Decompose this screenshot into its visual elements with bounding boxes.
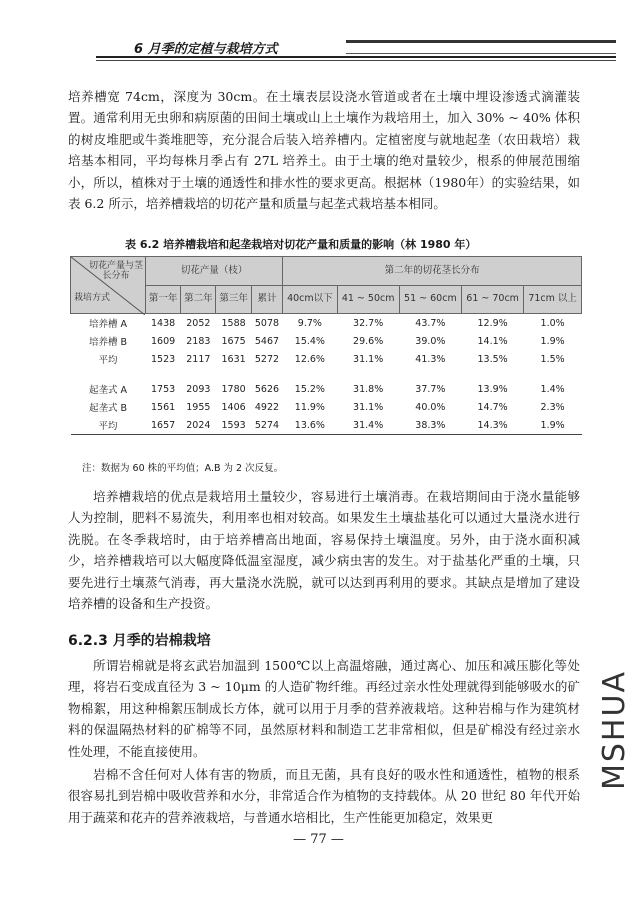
table-cell: 1.9% [540,335,565,347]
col-header: 51 ~ 60cm [399,285,461,314]
chapter-title: 6 月季的定植与栽培方式 [134,42,278,57]
table-corner-header [71,257,146,314]
table-cell: 29.6% [353,335,384,347]
row-label: 平均 [98,355,118,366]
col-header: 第三年 [216,285,251,314]
col-header: 40cm以下 [283,285,337,314]
paragraph-4: 岩棉不含任何对人体有害的物质，而且无菌，具有良好的吸水性和通透性，植物的根系很容易扎到岩棉中吸收营养和水分，非常适合作为植物的支持载体。从 20 世纪 80 年代开始用于蔬菜和花卉的营养液栽培，与普通水培相比，生产性能更加稳定，效果更 [68,767,580,825]
table-cell: 1753 [151,383,176,395]
table-cell: 1438 [151,317,176,329]
table-cell: 1.0% [540,317,565,329]
table-cell: 13.5% [477,353,508,365]
table-cell: 1588 [221,317,246,329]
table-row [71,332,582,350]
table-cell: 5272 [254,353,280,365]
col-header: 累计 [251,285,283,314]
table-cell: 5626 [254,383,280,395]
table-cell: 1.9% [540,419,565,431]
header-rule-thin [96,60,616,61]
table-cell: 37.7% [415,383,446,395]
table-cell: 14.3% [477,419,508,431]
table-cell: 5078 [254,317,280,329]
table-cell: 1.4% [540,383,565,395]
table-cell: 2117 [186,353,211,365]
col-header: 第一年 [146,285,181,314]
table-row [71,416,582,435]
table-cell: 32.7% [353,317,384,329]
table-row [71,380,582,398]
page-number: — 77 — [293,832,344,847]
table-cell: 1780 [221,383,246,395]
table-cell: 31.8% [353,383,384,395]
table-cell: 13.6% [294,419,325,431]
table-cell: 13.9% [477,383,508,395]
table-cell: 9.7% [297,317,322,329]
table-row [71,350,582,368]
table-cell: 40.0% [415,401,446,413]
corner-label-bottom: 栽培方式 [74,293,111,303]
table-row [71,314,582,333]
table-cell: 1523 [151,353,176,365]
table-cell: 31.4% [353,419,384,431]
col-header: 第二年 [181,285,216,314]
table-bottom-rule [71,435,582,440]
table-cell: 31.1% [353,353,384,365]
data-table [70,256,582,439]
row-label: 培养槽 B [88,337,128,348]
table-cell: 5274 [254,419,280,431]
section-heading: 6.2.3 月季的岩棉栽培 [68,633,211,649]
col-header: 61 ~ 70cm [462,285,524,314]
table-cell: 38.3% [415,419,446,431]
table-cell: 31.1% [353,401,384,413]
distribution-group-header: 第二年的切花茎长分布 [283,257,582,286]
table-cell: 2093 [186,383,211,395]
paragraph-3: 所谓岩棉就是将玄武岩加温到 1500℃以上高温熔融，通过离心、加压和减压膨化等处理，将岩石变成直径为 3 ~ 10μm 的人造矿物纤维。再经过亲水性处理就得到能够吸水的矿物棉絮，用这种棉絮压制成长方体，就可以用于月季的营养液栽培。这种岩棉与作为建筑材料的保温隔热材料的矿棉等不同，虽然原材料和制造工艺非常相似，但是矿棉没有经过亲水性处理，不能直接使用。 [68,658,580,759]
table-cell: 5467 [254,335,280,347]
table-cell: 15.4% [294,335,325,347]
running-header [96,34,616,60]
table-cell: 2.3% [540,401,565,413]
row-label: 起垄式 B [88,403,128,414]
table-cell: 1406 [221,401,246,413]
table-caption: 表 6.2 培养槽栽培和起垄栽培对切花产量和质量的影响（林 1980 年） [125,238,477,251]
header-decoration [346,40,616,54]
table-cell: 11.9% [294,401,325,413]
table-cell: 1561 [151,401,176,413]
table-cell: 12.6% [294,353,325,365]
header-rule [96,56,616,58]
table-cell: 15.2% [294,383,325,395]
table-cell: 1.5% [540,353,565,365]
table-cell: 2024 [186,419,211,431]
table-cell: 1675 [221,335,246,347]
watermark: MSHUA [597,670,632,790]
table-cell: 4922 [254,401,280,413]
table-row [71,398,582,416]
table-cell: 2183 [186,335,211,347]
table-cell: 1631 [221,353,246,365]
col-header: 71cm 以上 [524,285,582,314]
row-label: 平均 [98,421,118,432]
row-label: 培养槽 A [88,319,128,330]
col-header: 41 ~ 50cm [337,285,399,314]
table-cell: 1609 [151,335,176,347]
paragraph-2: 培养槽栽培的优点是栽培用土量较少，容易进行土壤消毒。在栽培期间由于浇水量能够人为控制，肥料不易流失，利用率也相对较高。如果发生土壤盐基化可以通过大量浇水进行洗脱。在冬季栽培时，由于培养槽高出地面，容易保持土壤温度。另外，由于浇水面积减少，培养槽栽培可以大幅度降低温室湿度，减少病虫害的发生。对于盐基化严重的土壤，只要先进行土壤蒸气消毒，再大量浇水洗脱，就可以达到再利用的要求。其缺点是增加了建设培养槽的设备和生产投资。 [68,489,580,612]
table-cell: 2052 [186,317,211,329]
row-label: 起垄式 A [88,385,128,396]
table-cell: 1955 [186,401,211,413]
table-cell: 14.7% [477,401,508,413]
row-spacer [71,368,582,380]
table-cell: 14.1% [477,335,508,347]
table-cell: 43.7% [415,317,446,329]
table-cell: 39.0% [415,335,446,347]
table-cell: 1657 [151,419,176,431]
corner-label-top: 切花产量与茎长分布 [88,261,143,281]
table-cell: 41.3% [415,353,446,365]
yield-group-header: 切花产量（枝） [146,257,283,286]
table-cell: 1593 [221,419,246,431]
paragraph-1: 培养槽宽 74cm，深度为 30cm。在土壤表层设浇水管道或者在土壤中埋设渗透式滴灌装置。通常利用无虫卵和病原菌的田间土壤或山上土壤作为栽培用土，加入 30% ~ 40% 体积的树皮堆肥或牛粪堆肥等，充分混合后装入培养槽内。定植密度与就地起垄（农田栽培）栽培基本相同，平均每株月季占有 27L 培养土。由于土壤的绝对量较少，根系的伸展范围缩小，所以，植株对于土壤的通透性和排水性的要求更高。根据林（1980年）的实验结果，如表 6.2 所示，培养槽栽培的切花产量和质量与起垄式栽培基本相同。 [68,89,580,212]
table-cell: 12.9% [477,317,508,329]
table-note: 注：数据为 60 株的平均值；A.B 为 2 次反复。 [82,463,284,474]
